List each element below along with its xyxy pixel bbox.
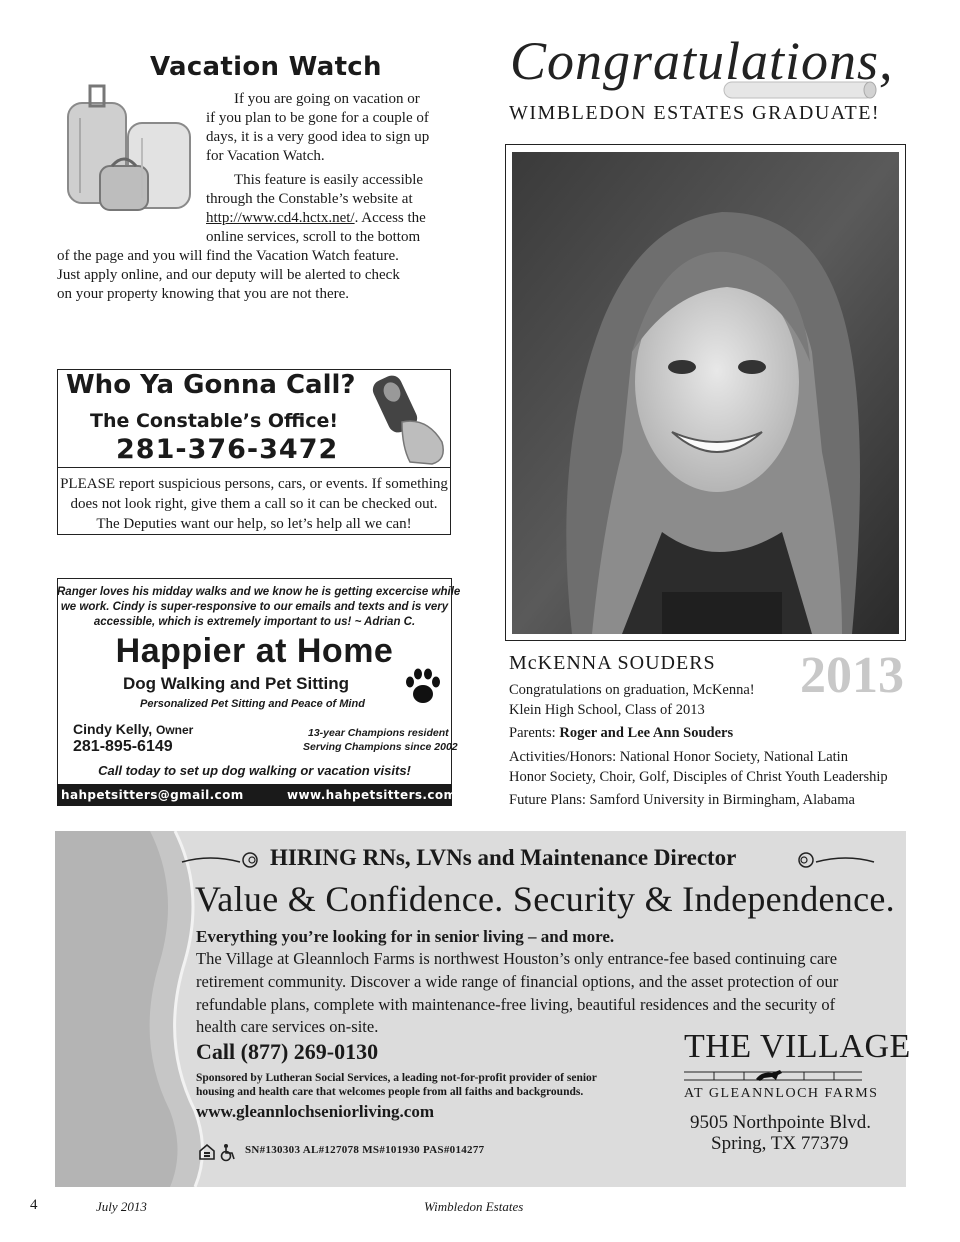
pet-ad-title: Happier at Home xyxy=(115,632,394,670)
address-line: 9505 Northpointe Blvd. xyxy=(690,1112,872,1133)
vacation-watch-text: through the Constable’s website at xyxy=(206,191,413,207)
ad-tagline: Value & Confidence. Security & Independence. xyxy=(195,879,895,919)
graduate-text: Activities/Honors: National Honor Society, National Latin xyxy=(509,749,848,765)
vacation-watch-text: for Vacation Watch. xyxy=(206,148,325,164)
ad-lead: Everything you’re looking for in senior living – and more. xyxy=(196,927,615,946)
testimonial-text: we work. Cindy is super-responsive to our emails and texts and is very xyxy=(60,601,449,613)
vacation-watch-text: Just apply online, and our deputy will be alerted to check xyxy=(57,267,400,283)
constable-subtitle: The Constable’s Office! xyxy=(90,410,339,432)
graduate-text: Congratulations on graduation, McKenna! xyxy=(509,682,755,698)
parents-label: Parents: xyxy=(509,725,556,741)
congratulations-heading: Congratulations, xyxy=(510,31,894,91)
constable-text: PLEASE report suspicious persons, cars, or events. If something xyxy=(60,476,448,492)
graduate-text: Klein High School, Class of 2013 xyxy=(509,702,705,718)
ad-website-link[interactable]: www.gleannlochseniorliving.com xyxy=(196,1102,435,1121)
paw-print-icon xyxy=(404,666,442,706)
constable-phone: 281-376-3472 xyxy=(116,434,339,465)
village-logo-subtitle: AT GLEANNLOCH FARMS xyxy=(684,1086,879,1101)
cell-phone-icon xyxy=(372,372,452,467)
issue-date: July 2013 xyxy=(96,1199,147,1214)
constable-website-link[interactable]: http://www.cd4.hctx.net/ xyxy=(206,210,355,226)
owner-role: Owner xyxy=(155,723,194,737)
champions-since-text: Serving Champions since 2002 xyxy=(303,741,458,753)
address-line: Spring, TX 77379 xyxy=(711,1133,849,1154)
ad-phone: Call (877) 269-0130 xyxy=(196,1039,379,1064)
graduation-year: 2013 xyxy=(800,647,904,704)
sponsor-text: Sponsored by Lutheran Social Services, a leading not-for-profit provider of senior xyxy=(196,1072,597,1084)
constable-text: The Deputies want our help, so let’s help all we can! xyxy=(96,516,412,532)
ad-body-text: retirement community. Discover a wide range of financial options, and the asset protection of our xyxy=(196,972,839,991)
vacation-watch-text: days, it is a very good idea to sign up xyxy=(206,129,430,145)
page-number: 4 xyxy=(30,1197,38,1213)
constable-title: Who Ya Gonna Call? xyxy=(66,370,356,400)
decorative-ribbon xyxy=(55,831,215,1187)
testimonial-text: Ranger loves his midday walks and we know he is getting excercise while xyxy=(57,586,461,598)
graduate-text: Future Plans: Samford University in Birmingham, Alabama xyxy=(509,792,855,808)
testimonial-text: accessible, which is extremely important to us! ~ Adrian C. xyxy=(93,616,416,628)
pet-ad-call-to-action: Call today to set up dog walking or vacation visits! xyxy=(98,763,411,778)
ad-body-text: The Village at Gleannloch Farms is northwest Houston’s only entrance-fee based continuing care xyxy=(196,949,838,968)
vacation-watch-text: if you plan to be gone for a couple of xyxy=(206,110,429,126)
license-numbers: SN#130303 AL#127078 MS#101930 PAS#014277 xyxy=(245,1144,485,1156)
ad-body-text: refundable plans, complete with maintenance-free living, beautiful residences and the security of xyxy=(196,995,836,1014)
pet-ad-email-link[interactable]: hahpetsitters@gmail.com xyxy=(61,788,244,802)
owner-name: Cindy Kelly, xyxy=(73,721,153,737)
constable-text: does not look right, give them a call so it can be checked out. xyxy=(70,496,438,512)
divider xyxy=(57,467,451,468)
graduate-subheading: WIMBLEDON ESTATES GRADUATE! xyxy=(509,102,881,124)
vacation-watch-text: online services, scroll to the bottom xyxy=(206,229,421,245)
graduate-text: Honor Society, Choir, Golf, Disciples of Christ Youth Leadership xyxy=(509,769,888,785)
horse-logo-icon xyxy=(684,1068,862,1082)
village-logo-text: THE VILLAGE xyxy=(684,1028,911,1065)
vacation-watch-text: This feature is easily accessible xyxy=(234,172,424,188)
hiring-heading: HIRING RNs, LVNs and Maintenance Director xyxy=(270,845,737,870)
champions-resident-text: 13-year Champions resident xyxy=(308,727,449,739)
parents-names: Roger and Lee Ann Souders xyxy=(559,725,734,741)
vacation-watch-text: on your property knowing that you are not there. xyxy=(57,286,350,302)
pet-ad-tagline: Personalized Pet Sitting and Peace of Mind xyxy=(140,698,365,710)
vacation-watch-title: Vacation Watch xyxy=(150,52,382,82)
pet-ad-subtitle: Dog Walking and Pet Sitting xyxy=(123,674,350,693)
graduate-name: McKENNA SOUDERS xyxy=(509,652,716,674)
vacation-watch-text: . Access the xyxy=(354,210,426,226)
flourish-right-icon xyxy=(790,850,876,870)
pet-ad-website-link[interactable]: www.hahpetsitters.com xyxy=(287,788,457,802)
equal-housing-accessibility-icon xyxy=(198,1142,238,1162)
graduate-portrait xyxy=(512,152,899,634)
sponsor-text: housing and health care that welcomes people from all faiths and backgrounds. xyxy=(196,1086,584,1098)
flourish-left-icon xyxy=(180,850,266,870)
luggage-image xyxy=(60,78,200,218)
vacation-watch-text: of the page and you will find the Vacation Watch feature. xyxy=(57,248,399,264)
pet-ad-phone: 281-895-6149 xyxy=(73,738,173,755)
vacation-watch-text: If you are going on vacation or xyxy=(234,91,420,107)
publication-name: Wimbledon Estates xyxy=(424,1199,524,1214)
ad-body-text: health care services on-site. xyxy=(196,1017,379,1036)
